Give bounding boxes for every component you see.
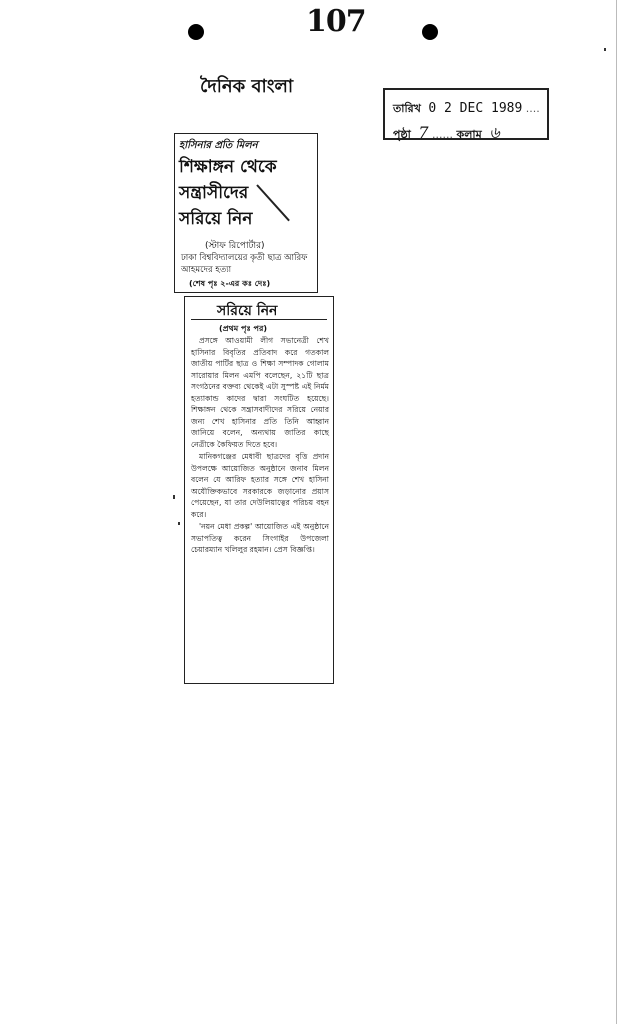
article-clipping-continuation	[184, 296, 334, 684]
article-kicker: হাসিনার প্রতি মিলন	[179, 140, 258, 151]
article-clipping-top	[174, 133, 318, 293]
scan-speck	[173, 495, 175, 499]
article-lead: ঢাকা বিশ্ববিদ্যালয়ের কৃতী ছাত্র আরিফ আহমদের হত্যা	[181, 253, 308, 275]
continuation-rule	[191, 319, 327, 320]
body-paragraph-3: 'নয়ন মেধা প্রকল্প' আয়োজিত এই অনুষ্ঠানে সভাপতিত্ব করেন সিংগাইর উপজেলা চেয়ারম্যান খলিলুর রহমান। প্রেস বিজ্ঞপ্তি।	[191, 522, 329, 554]
punch-hole-left	[188, 24, 204, 40]
stamp-page-value: 7	[418, 123, 429, 142]
archive-stamp	[383, 88, 549, 140]
stamp-page-label: পৃষ্ঠা	[393, 128, 411, 141]
scan-speck	[604, 48, 606, 51]
stamp-date-value: 0 2 DEC 1989	[428, 101, 523, 116]
body-paragraph-2: মানিকগঞ্জের মেধাবী ছাত্রদের বৃত্তি প্রদান উপলক্ষে আয়োজিত অনুষ্ঠানে জনাব মিলন বলেন যে আরিফ হত্যার সঙ্গে শেখ হাসিনা অযৌক্তিকভাবে সরকারকে জড়ানোর প্রয়াস পেয়েছেন, যা তার দেউলিয়াত্বের পরিচয় বহন করে।	[191, 452, 329, 519]
pen-mark	[256, 184, 290, 221]
scan-speck	[178, 522, 180, 525]
article-jump-note: (শেষ পৃঃ ২-এর কঃ দেঃ)	[189, 279, 271, 288]
stamp-date-label: তারিখ	[393, 102, 421, 115]
punch-hole-right	[422, 24, 438, 40]
continuation-heading: সরিয়ে নিন	[217, 303, 278, 319]
article-byline: (স্টাফ রিপোর্টার)	[205, 241, 265, 251]
stamp-page-dots: ......	[432, 128, 453, 141]
continuation-body	[191, 335, 329, 557]
stamp-column-value: ৬	[489, 123, 500, 142]
stamp-date-dots: ....	[525, 102, 540, 115]
page-number: 107	[306, 4, 366, 39]
stamp-page-row	[393, 120, 500, 147]
stamp-column-label: কলাম	[456, 128, 482, 141]
page-edge	[616, 0, 617, 1024]
body-paragraph-1: প্রসঙ্গে আওয়ামী লীগ সভানেত্রী শেখ হাসিনার বিবৃতির প্রতিবাদ করে গতকাল জাতীয় পার্টির ছাত্র ও শিক্ষা সম্পাদক গোলাম সারোয়ার মিলন এমপি বলেছেন, ২১টি ছাত্র সংগঠনের বক্তব্য থেকেই এটা সুস্পষ্ট এই নির্মম হত্যাকান্ড কাদের দ্বারা সংঘটিত হয়েছে। শিক্ষাঙ্গন থেকে সন্ত্রাসবাদীদের সরিয়ে নেয়ার জন্য শেখ হাসিনার প্রতি তিনি আহ্বান জানিয়ে বলেন, অন্যথায় জাতির কাছে নেত্রীকে কৈফিয়ত দিতে হবে।	[191, 336, 329, 449]
stamp-date-row	[393, 100, 540, 119]
headline-line-3: সরিয়ে নিন	[179, 209, 253, 229]
headline-line-2: সন্ত্রাসীদের	[179, 183, 249, 203]
continuation-from-note: (প্রথম পৃঃ পর)	[219, 324, 268, 333]
headline-line-1: শিক্ষাঙ্গন থেকে	[179, 157, 277, 177]
newspaper-name: দৈনিক বাংলা	[200, 76, 294, 97]
